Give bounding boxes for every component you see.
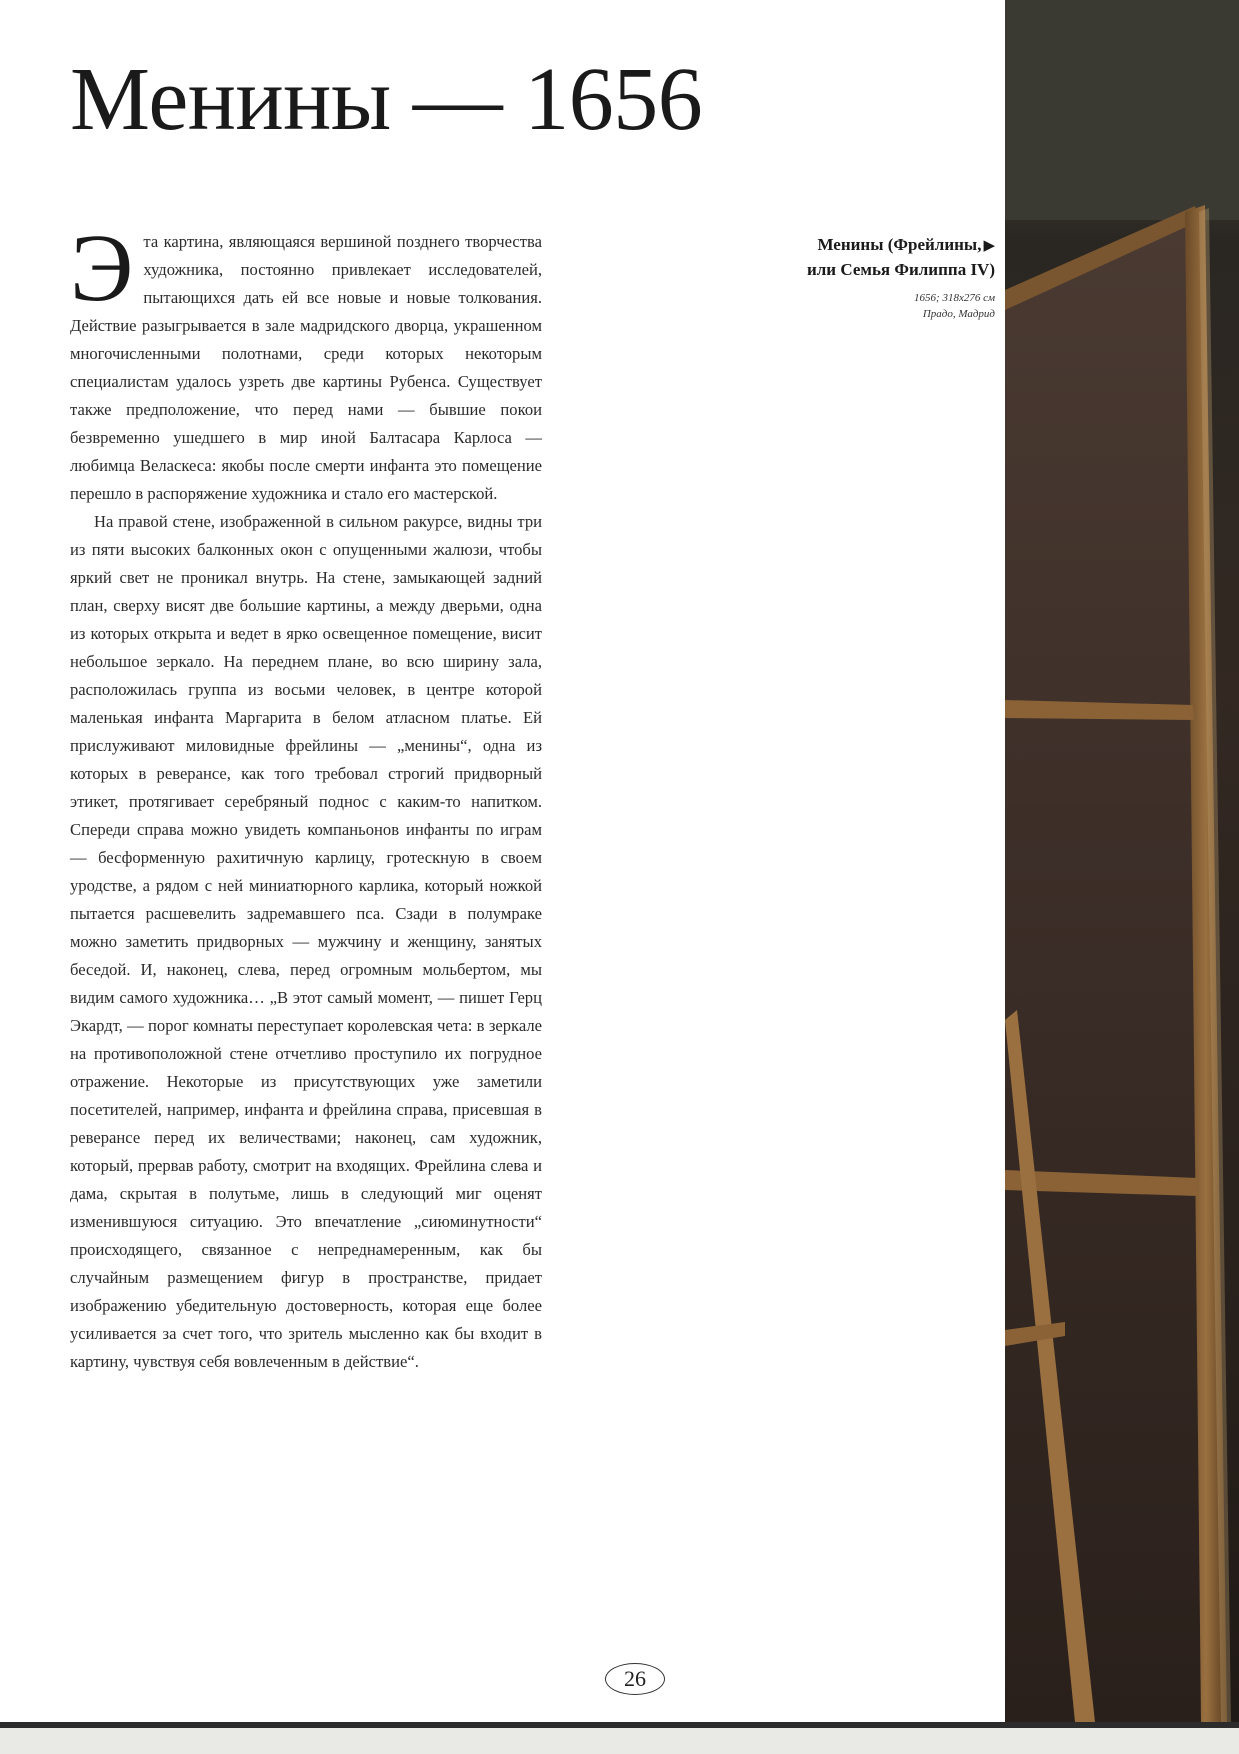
- scan-margin: [0, 1728, 1239, 1754]
- painting-fragment-image: [1005, 0, 1239, 1722]
- caption-title-line2: или Семья Филиппа IV): [806, 260, 995, 279]
- caption-arrow-icon: ▶: [983, 238, 995, 254]
- page-title: Менины — 1656: [70, 50, 703, 149]
- caption-title: [735, 233, 995, 282]
- caption-location: Прадо, Мадрид: [922, 308, 995, 320]
- drop-cap: Э: [70, 214, 134, 321]
- paragraph-1-text: та картина, являющаяся вершиной позднего творчества художника, постоянно привлекает исследователей, пытающихся дать ей все новые и новые толкования. Действие разыгрывается в зале мадридского дворца, украшенном многочисленными полотнами, среди которых некоторым специалистам удалось узреть две картины Рубенса. Существует также предположение, что перед нами — бывшие покои безвременно ушедшего в мир иной Балтасара Карлоса — любимца Веласкеса: якобы после смерти инфанта это помещение перешло в распоряжение художника и стало его мастерской.: [70, 232, 542, 503]
- canvas-back: [1005, 210, 1215, 1722]
- paragraph-1: [70, 214, 542, 508]
- painting-caption: [735, 233, 995, 322]
- wall-shadow: [1005, 0, 1239, 220]
- article-body: [70, 214, 542, 1376]
- page-number: 26: [605, 1663, 665, 1695]
- caption-meta: [735, 290, 995, 322]
- caption-title-line1: Менины (Фрейлины,: [817, 235, 982, 254]
- painting-illustration: [1005, 0, 1239, 1722]
- caption-date-size: 1656; 318х276 см: [914, 292, 995, 304]
- paragraph-2: На правой стене, изображенной в сильном ракурсе, видны три из пяти высоких балконных окон с опущенными жалюзи, чтобы яркий свет не проникал внутрь. На стене, замыкающей задний план, сверху висят две большие картины, а между дверьми, одна из которых открыта и ведет в ярко освещенное помещение, висит небольшое зеркало. На переднем плане, во всю ширину зала, расположилась группа из восьми человек, в центре которой маленькая инфанта Маргарита в белом атласном платье. Ей прислуживают миловидные фрейлины — „менины“, одна из которых в реверансе, как того требовал строгий придворный этикет, протягивает серебряный поднос с каким-то напитком. Спереди справа можно увидеть компаньонов инфанты по играм — бесформенную рахитичную карлицу, гротескную в своем уродстве, а рядом с ней миниатюрного карлика, который ножкой пытается расшевелить задремавшего пса. Сзади в полумраке можно заметить придворных — мужчину и женщину, занятых беседой. И, наконец, слева, перед огромным мольбертом, мы видим самого художника… „В этот самый момент, — пишет Герц Экардт, — порог комнаты переступает королевская чета: в зеркале на противоположной стене отчетливо проступило их погрудное отражение. Некоторые из присутствующих уже заметили посетителей, например, инфанта и фрейлина справа, присевшая в реверансе перед их величествами; наконец, сам художник, который, прервав работу, смотрит на входящих. Фрейлина слева и дама, скрытая в полутьме, лишь в следующий миг оценят изменившуюся ситуацию. Это впечатление „сиюминутности“ происходящего, связанное с непреднамеренным, как бы случайным размещением фигур в пространстве, придает изображению убедительную достоверность, которая еще более усиливается за счет того, что зритель мысленно как бы входит в картину, чувствуя себя вовлеченным в действие“.: [70, 512, 542, 1371]
